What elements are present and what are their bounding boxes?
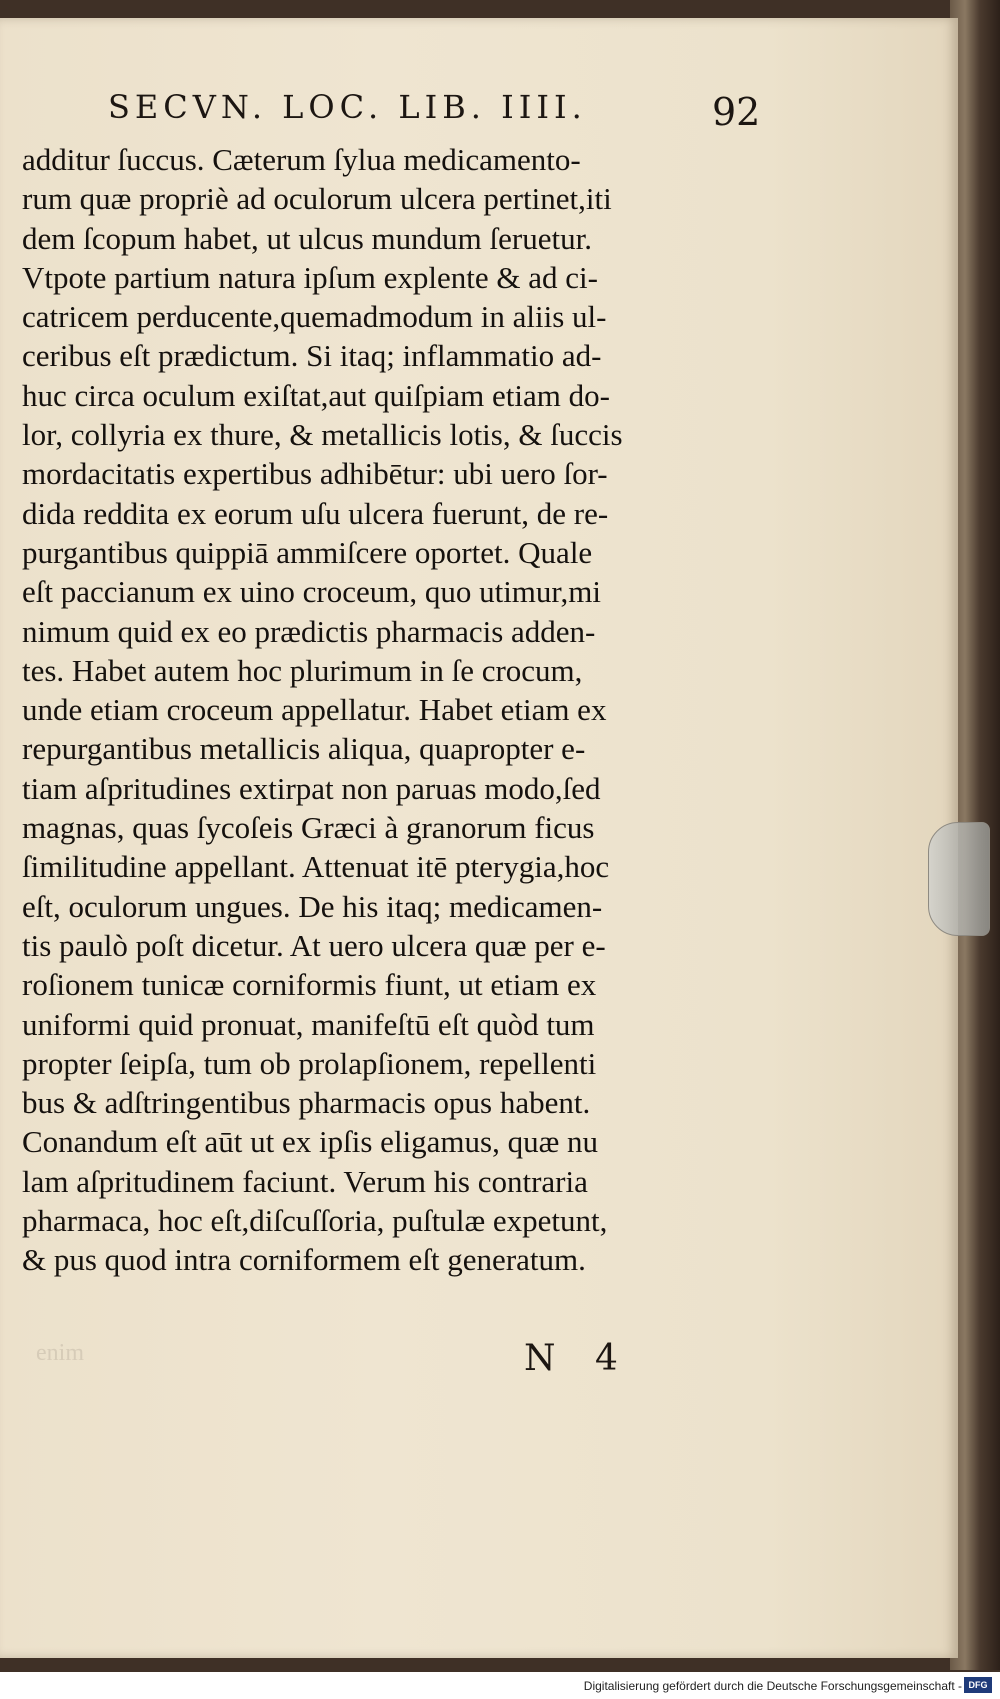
body-text xyxy=(22,140,727,1280)
text-line: dida reddita ex eorum uſu ulcera fuerunt, de re- xyxy=(22,495,609,531)
text-line: additur ſuccus. Cæterum ſylua medicamento- xyxy=(22,142,581,177)
text-line: tis paulò poſt dicetur. At uero ulcera quæ per e- xyxy=(22,927,606,963)
text-line: purgantibus quippiā ammiſcere oportet. Quale xyxy=(22,534,593,570)
text-line: rum quæ propriè ad oculorum ulcera pertinet,iti xyxy=(22,181,612,217)
text-line: & pus quod intra corniformem eſt generatum. xyxy=(22,1242,586,1278)
bleed-through-text: enim xyxy=(36,1340,84,1366)
text-line: lor, collyria ex thure, & metallicis lotis, & ſuccis xyxy=(22,417,623,453)
running-head: SECVN. LOC. LIB. IIII. xyxy=(108,88,587,126)
text-line: eſt, oculorum ungues. De his itaq; medicamen- xyxy=(22,888,603,924)
text-line: roſionem tunicæ corniformis fiunt, ut etiam ex xyxy=(22,967,597,1003)
text-line: ſimilitudine appellant. Attenuat itē pterygia,hoc xyxy=(22,849,610,885)
text-line: unde etiam croceum appellatur. Habet etiam ex xyxy=(22,692,607,728)
text-line: propter ſeipſa, tum ob prolapſionem, repellenti xyxy=(22,1045,597,1081)
text-line: magnas, quas ſycoſeis Græci à granorum ficus xyxy=(22,810,595,846)
text-line: tes. Habet autem hoc plurimum in ſe crocum, xyxy=(22,652,583,688)
text-line: pharmaca, hoc eſt,diſcuſſoria, puſtulæ expetunt, xyxy=(22,1203,608,1239)
text-line: Conandum eſt aūt ut ex ipſis eligamus, quæ nu xyxy=(22,1124,599,1160)
text-line: tiam aſpritudines extirpat non paruas modo,ſed xyxy=(22,770,601,806)
text-line: lam aſpritudinem faciunt. Verum his contraria xyxy=(22,1163,588,1199)
text-line: mordacitatis expertibus adhibētur: ubi uero ſor- xyxy=(22,456,608,492)
text-line: uniformi quid pronuat, manifeſtū eſt quòd tum xyxy=(22,1006,595,1042)
page-clip xyxy=(928,822,990,936)
text-line: huc circa oculum exiſtat,aut quiſpiam etiam do- xyxy=(22,377,610,413)
text-line: eſt paccianum ex uino croceum, quo utimur,mi xyxy=(22,574,601,610)
signature-mark: N 4 xyxy=(524,1338,632,1379)
text-line: Vtpote partium natura ipſum explente & ad ci- xyxy=(22,259,598,295)
text-line: repurgantibus metallicis aliqua, quapropter e- xyxy=(22,731,586,767)
folio-number: 92 xyxy=(712,90,761,134)
text-line: nimum quid ex eo prædictis pharmacis adden- xyxy=(22,613,596,649)
text-line: catricem perducente,quemadmodum in aliis ul- xyxy=(22,299,607,335)
text-line: ceribus eſt prædictum. Si itaq; inflammatio ad- xyxy=(22,338,602,374)
dfg-logo-icon: DFG xyxy=(964,1677,992,1693)
text-line: dem ſcopum habet, ut ulcus mundum ſeruetur. xyxy=(22,220,592,256)
text-line: bus & adſtringentibus pharmacis opus habent. xyxy=(22,1085,591,1121)
footer-credit: Digitalisierung gefördert durch die Deutsche Forschungsgemeinschaft - xyxy=(583,1679,962,1693)
